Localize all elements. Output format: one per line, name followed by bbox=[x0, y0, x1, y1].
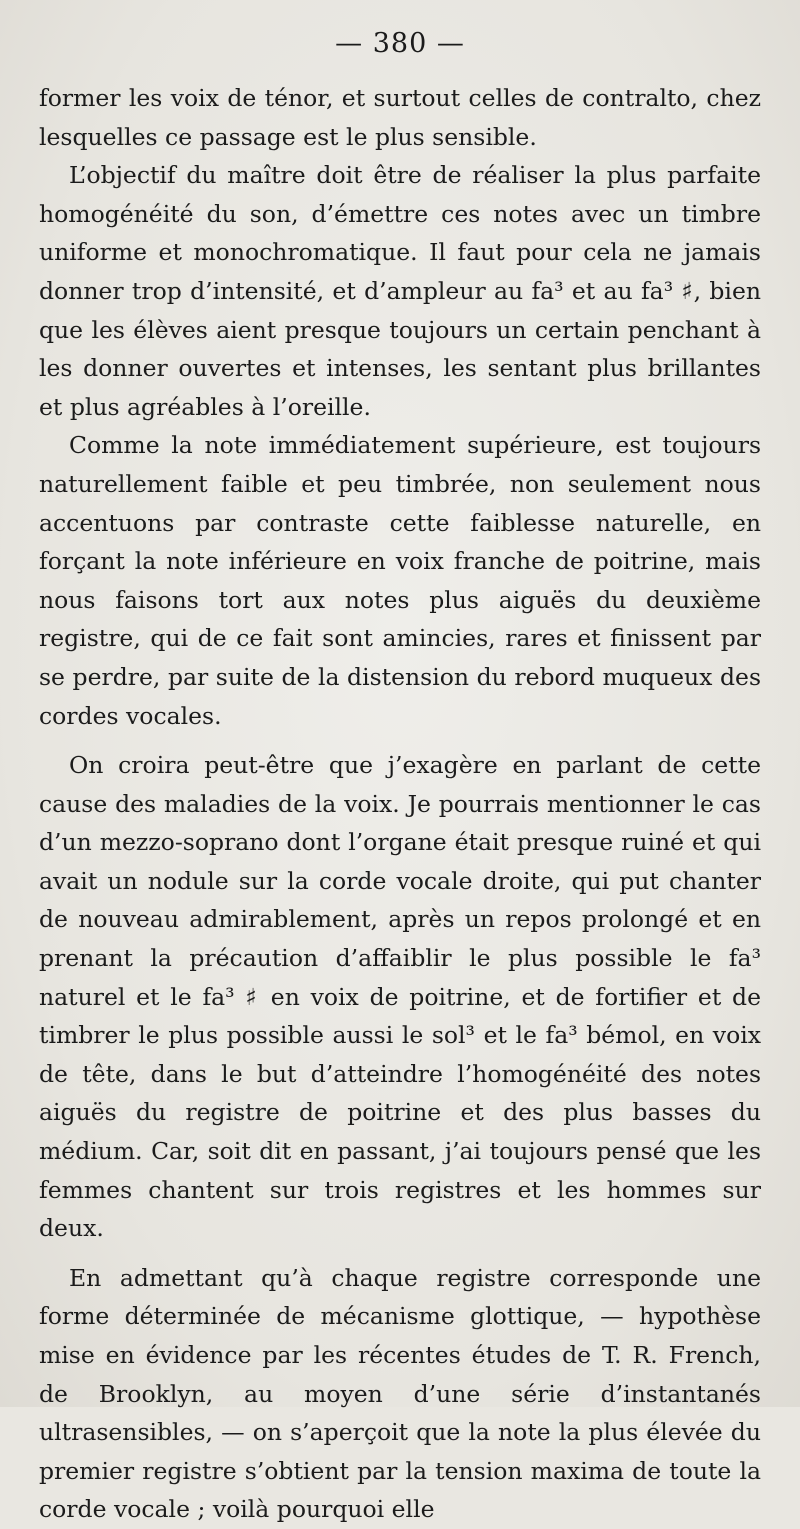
paragraph-4: On croira peut-être que j’exagère en parlant de cette cause des maladies de la voix. Je pourrais mentionner le cas d’un mezzo-soprano dont l’organe était presque ruiné et qui avait un nodule sur la corde vocale droite, qui put chanter de nouveau admirablement, après un repos prolongé et en prenant la précaution d’affaiblir le plus possible le fa³ naturel et le fa³ ♯ en voix de poitrine, et de fortifier et de timbrer le plus possible aussi le sol³ et le fa³ bémol, en voix de tête, dans le but d’atteindre l’homogénéité des notes aiguës du registre de poitrine et des plus basses du médium. Car, soit dit en passant, j’ai toujours pensé que les femmes chantent sur trois registres et les hommes sur deux. bbox=[39, 751, 761, 1243]
body-text bbox=[39, 79, 761, 1529]
paragraph-1: former les voix de ténor, et surtout celles de contralto, chez lesquelles ce passage est le plus sensible. bbox=[39, 84, 761, 151]
page-number: — 380 — bbox=[335, 28, 465, 59]
paragraph-3: Comme la note immédiatement supérieure, est toujours naturellement faible et peu timbrée, non seulement nous accentuons par contraste cette faiblesse naturelle, en forçant la note inférieure en voix franche de poitrine, mais nous faisons tort aux notes plus aiguës du deuxième registre, qui de ce fait sont amincies, rares et finissent par se perdre, par suite de la distension du rebord muqueux des cordes vocales. bbox=[39, 431, 761, 730]
paragraph-5: En admettant qu’à chaque registre corresponde une forme déterminée de mécanisme glottique, — hypothèse mise en évidence par les récentes études de T. R. French, de Brooklyn, au moyen d’une série d’instantanés ultrasensibles, — on s’aperçoit que la note la plus élevée du premier registre s’obtient par la tension maxima de toute la corde vocale ; voilà pourquoi elle bbox=[39, 1263, 761, 1524]
paragraph-2: L’objectif du maître doit être de réaliser la plus parfaite homogénéité du son, d’émettre ces notes avec un timbre uniforme et monochromatique. Il faut pour cela ne jamais donner trop d’intensité, et d’ampleur au fa³ et au fa³ ♯, bien que les élèves aient presque toujours un certain penchant à les donner ouvertes et intenses, les sentant plus brillantes et plus agréables à l’oreille. bbox=[39, 161, 761, 421]
